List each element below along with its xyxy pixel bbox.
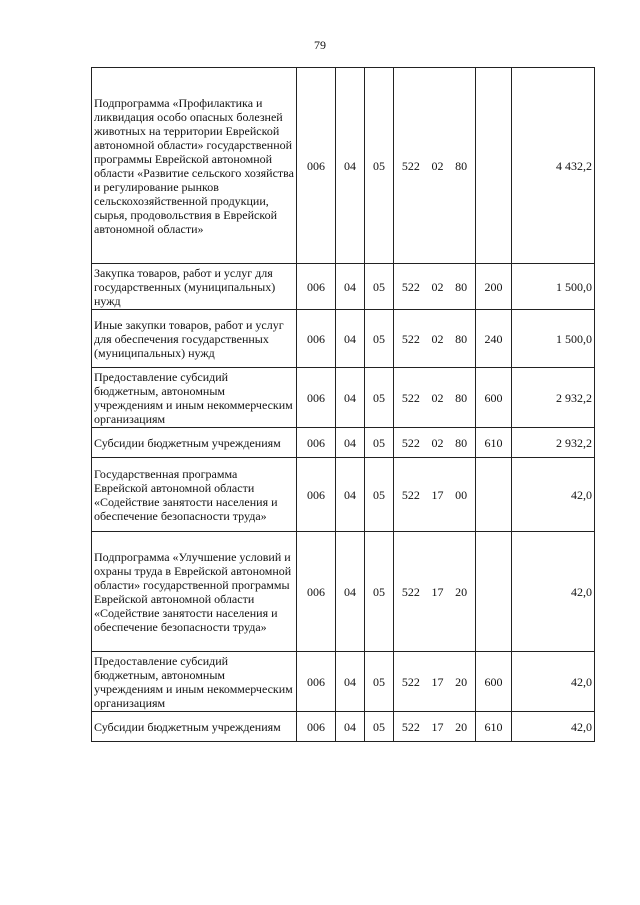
target-code-part: 522 <box>401 487 420 502</box>
target-code-part: 522 <box>401 719 420 734</box>
target-article-code <box>394 68 476 264</box>
target-code-part: 522 <box>401 584 420 599</box>
expense-type-code <box>476 458 512 532</box>
budget-table <box>91 67 595 742</box>
expense-type-code: 600 <box>476 368 512 428</box>
target-code-part: 02 <box>431 435 444 450</box>
table-row <box>92 68 595 264</box>
target-code-part: 522 <box>401 390 420 405</box>
section-code: 04 <box>336 712 365 742</box>
target-code-part: 20 <box>455 719 468 734</box>
row-name: Иные закупки товаров, работ и услуг для обеспечения государственных (муниципальных) нужд <box>92 310 297 368</box>
amount: 42,0 <box>512 652 595 712</box>
ministry-code: 006 <box>297 264 336 310</box>
subsection-code: 05 <box>365 68 394 264</box>
target-code-part: 02 <box>431 279 444 294</box>
expense-type-code: 610 <box>476 712 512 742</box>
row-name: Предоставление субсидий бюджетным, автономным учреждениям и иным некоммерческим организациям <box>92 368 297 428</box>
subsection-code: 05 <box>365 368 394 428</box>
target-code-part: 80 <box>455 390 468 405</box>
row-name: Подпрограмма «Улучшение условий и охраны труда в Еврейской автономной области» государственной программы Еврейской автономной области «Содействие занятости населения и обеспечение безопасности труда» <box>92 532 297 652</box>
target-article-code <box>394 428 476 458</box>
target-code-part: 20 <box>455 584 468 599</box>
target-article-code <box>394 264 476 310</box>
amount: 42,0 <box>512 532 595 652</box>
target-article-code <box>394 310 476 368</box>
page-number: 79 <box>314 38 326 52</box>
ministry-code: 006 <box>297 652 336 712</box>
target-code-part: 17 <box>431 584 444 599</box>
target-code-part: 80 <box>455 331 468 346</box>
target-code-part: 02 <box>431 331 444 346</box>
target-article-code <box>394 532 476 652</box>
subsection-code: 05 <box>365 652 394 712</box>
amount: 2 932,2 <box>512 368 595 428</box>
expense-type-code: 610 <box>476 428 512 458</box>
target-code-part: 20 <box>455 674 468 689</box>
expense-type-code: 200 <box>476 264 512 310</box>
section-code: 04 <box>336 68 365 264</box>
target-code-part: 17 <box>431 719 444 734</box>
section-code: 04 <box>336 264 365 310</box>
target-code-part: 02 <box>431 158 444 173</box>
subsection-code: 05 <box>365 712 394 742</box>
expense-type-code <box>476 68 512 264</box>
ministry-code: 006 <box>297 458 336 532</box>
table-row <box>92 458 595 532</box>
table-row <box>92 368 595 428</box>
amount: 42,0 <box>512 458 595 532</box>
ministry-code: 006 <box>297 310 336 368</box>
target-article-code <box>394 368 476 428</box>
subsection-code: 05 <box>365 428 394 458</box>
target-code-part: 80 <box>455 435 468 450</box>
section-code: 04 <box>336 368 365 428</box>
target-code-part: 522 <box>401 279 420 294</box>
expense-type-code: 600 <box>476 652 512 712</box>
target-code-part: 522 <box>401 331 420 346</box>
target-code-part: 80 <box>455 158 468 173</box>
target-code-part: 17 <box>431 487 444 502</box>
subsection-code: 05 <box>365 532 394 652</box>
target-code-part: 522 <box>401 674 420 689</box>
table-row <box>92 652 595 712</box>
row-name: Предоставление субсидий бюджетным, автономным учреждениям и иным некоммерческим организациям <box>92 652 297 712</box>
section-code: 04 <box>336 428 365 458</box>
ministry-code: 006 <box>297 68 336 264</box>
table-row <box>92 712 595 742</box>
table-row <box>92 264 595 310</box>
row-name: Подпрограмма «Профилактика и ликвидация особо опасных болезней животных на территории Еврейской автономной области» государственной программы Еврейской автономной области «Развитие сельского хозяйства и регулирование рынков сельскохозяйственной продукции, сырья, продовольствия в Еврейской автономной области» <box>92 68 297 264</box>
row-name: Государственная программа Еврейской автономной области «Содействие занятости населения и обеспечение безопасности труда» <box>92 458 297 532</box>
ministry-code: 006 <box>297 428 336 458</box>
expense-type-code: 240 <box>476 310 512 368</box>
target-code-part: 522 <box>401 158 420 173</box>
target-code-part: 00 <box>455 487 468 502</box>
table-row <box>92 428 595 458</box>
row-name: Закупка товаров, работ и услуг для государственных (муниципальных) нужд <box>92 264 297 310</box>
ministry-code: 006 <box>297 532 336 652</box>
ministry-code: 006 <box>297 368 336 428</box>
section-code: 04 <box>336 532 365 652</box>
subsection-code: 05 <box>365 458 394 532</box>
section-code: 04 <box>336 458 365 532</box>
section-code: 04 <box>336 652 365 712</box>
target-code-part: 522 <box>401 435 420 450</box>
target-code-part: 02 <box>431 390 444 405</box>
table-row <box>92 532 595 652</box>
ministry-code: 006 <box>297 712 336 742</box>
target-article-code <box>394 458 476 532</box>
target-code-part: 17 <box>431 674 444 689</box>
target-article-code <box>394 652 476 712</box>
row-name: Субсидии бюджетным учреждениям <box>92 428 297 458</box>
amount: 42,0 <box>512 712 595 742</box>
amount: 1 500,0 <box>512 264 595 310</box>
table-row <box>92 310 595 368</box>
subsection-code: 05 <box>365 264 394 310</box>
target-code-part: 80 <box>455 279 468 294</box>
amount: 1 500,0 <box>512 310 595 368</box>
section-code: 04 <box>336 310 365 368</box>
target-article-code <box>394 712 476 742</box>
amount: 2 932,2 <box>512 428 595 458</box>
amount: 4 432,2 <box>512 68 595 264</box>
subsection-code: 05 <box>365 310 394 368</box>
row-name: Субсидии бюджетным учреждениям <box>92 712 297 742</box>
expense-type-code <box>476 532 512 652</box>
